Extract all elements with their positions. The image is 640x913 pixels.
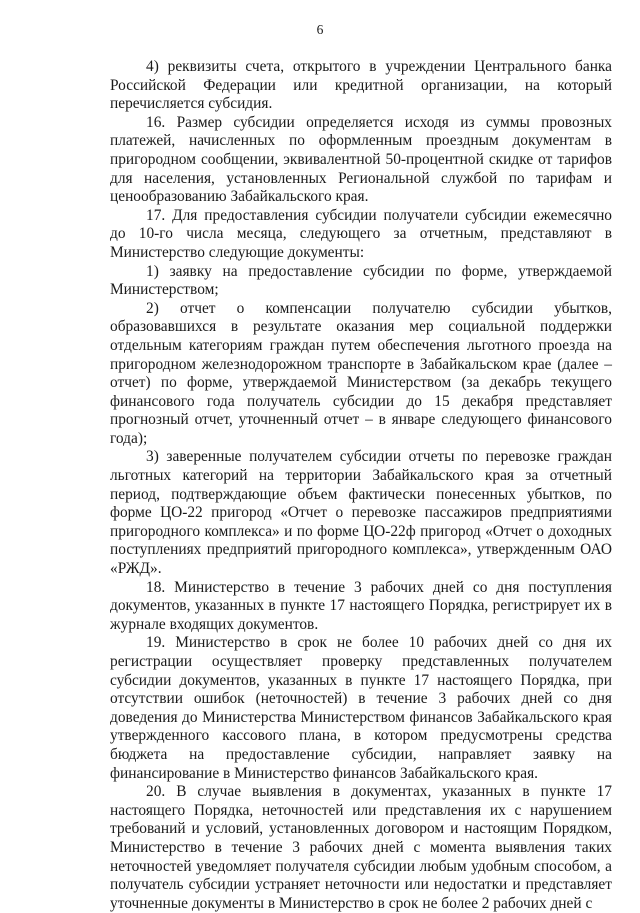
- paragraph-item-4: 4) реквизиты счета, открытого в учреждении Центрального банка Российской Федерации или кредитной организации, на который перечисляется субсидия.: [110, 58, 612, 113]
- paragraph-17-item-1: 1) заявку на предоставление субсидии по форме, утверждаемой Министерством;: [110, 262, 612, 299]
- paragraph-20: 20. В случае выявления в документах, указанных в пункте 17 настоящего Порядка, неточностей или представления их с нарушением требований и условий, установленных договором и настоящим Порядком, Министерство в течение 3 рабочих дней с момента выявления таких неточностей уведомляет получателя субсидии любым удобным способом, а получатель субсидии устраняет неточности или недостатки и представляет уточненные документы в Министерство в срок не более 2 рабочих дней с: [110, 783, 612, 912]
- paragraph-17: 17. Для предоставления субсидии получатели субсидии ежемесячно до 10-го числа месяца, следующего за отчетным, представляют в Министерство следующие документы:: [110, 206, 612, 261]
- paragraph-18: 18. Министерство в течение 3 рабочих дней со дня поступления документов, указанных в пункте 17 настоящего Порядка, регистрирует их в журнале входящих документов.: [110, 578, 612, 633]
- paragraph-17-item-3: 3) заверенные получателем субсидии отчеты по перевозке граждан льготных категорий на территории Забайкальского края за отчетный период, подтверждающие объем фактически понесенных убытков, по форме ЦО-22 пригород «Отчет о перевозке пассажиров предприятиями пригородного комплекса» и по форме ЦО-22ф пригород «Отчет о доходных поступлениях предприятий пригородного комплекса», утвержденным ОАО «РЖД».: [110, 448, 612, 578]
- page-number: 6: [316, 22, 324, 37]
- document-body: [110, 58, 612, 913]
- paragraph-19: 19. Министерство в срок не более 10 рабочих дней со дня их регистрации осуществляет проверку представленных получателем субсидии документов, указанных в пункте 17 настоящего Порядка, при отсутствии ошибок (неточностей) в течение 3 рабочих дней со дня доведения до Министерства Министерством финансов Забайкальского края утвержденного кассового плана, в котором предусмотрены средства бюджета на предоставление субсидии, направляет заявку на финансирование в Министерство финансов Забайкальского края.: [110, 634, 612, 782]
- paragraph-16: 16. Размер субсидии определяется исходя из суммы провозных платежей, начисленных по оформленным проездным документам в пригородном сообщении, эквивалентной 50-процентной скидке от тарифов для населения, установленных Региональной службой по тарифам и ценообразованию Забайкальского края.: [110, 113, 612, 206]
- paragraph-17-item-2: 2) отчет о компенсации получателю субсидии убытков, образовавшихся в результате оказания мер социальной поддержки отдельным категориям граждан путем обеспечения льготного проезда на пригородном железнодорожном транспорте в Забайкальском крае (далее – отчет) по форме, утверждаемой Министерством (за декабрь текущего финансового года получатель субсидии до 15 декабря представляет прогнозный отчет, уточненный отчет – в январе следующего финансового года);: [110, 299, 612, 447]
